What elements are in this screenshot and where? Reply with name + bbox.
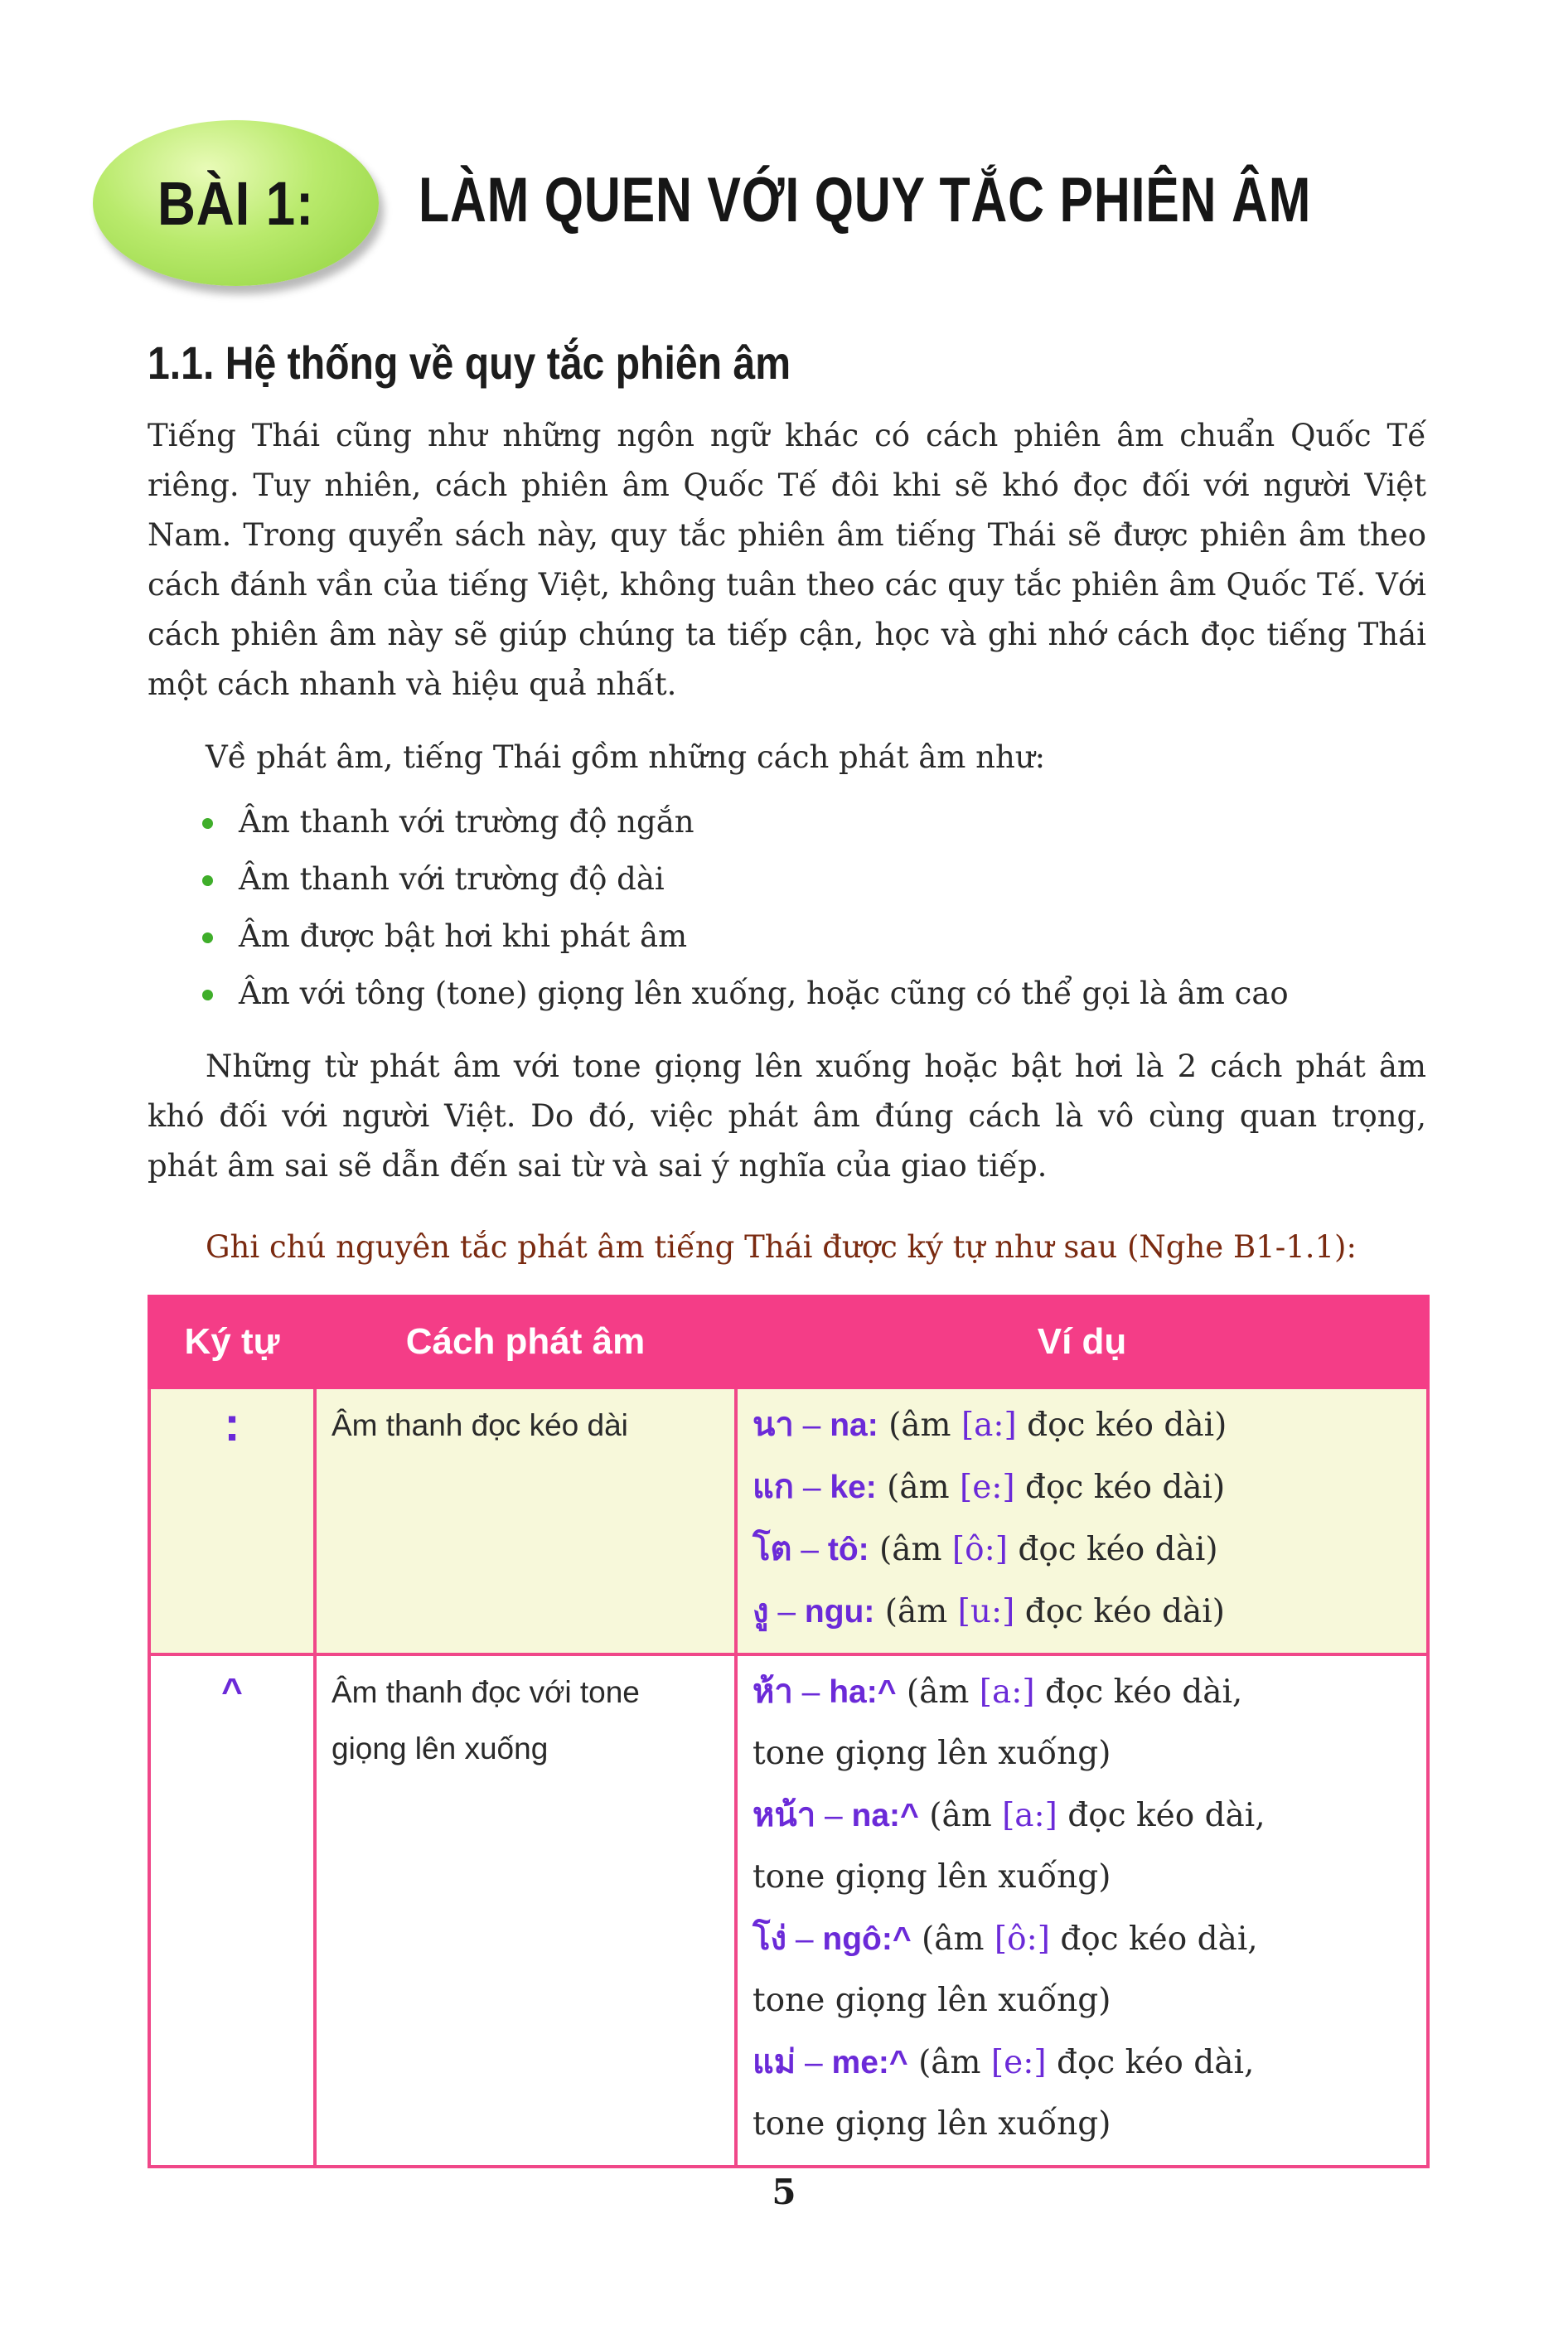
lesson-badge-label: BÀI 1: bbox=[157, 169, 315, 238]
example-text: (âm bbox=[869, 1531, 952, 1568]
example-text: (âm bbox=[896, 1673, 980, 1711]
example-line bbox=[753, 2032, 1411, 2094]
example-continuation: tone giọng lên xuống) bbox=[753, 2105, 1111, 2143]
description-line: Âm thanh đọc với tone bbox=[332, 1675, 640, 1709]
romanization: ngu: bbox=[804, 1594, 875, 1630]
list-item bbox=[239, 793, 1289, 850]
table-row bbox=[149, 1654, 1428, 2167]
thai-word: แก bbox=[753, 1468, 794, 1506]
example-line bbox=[753, 1661, 1411, 1723]
bullet-dot-icon bbox=[202, 875, 213, 886]
header-example: Ví dụ bbox=[736, 1296, 1428, 1388]
phonetic: [a:] bbox=[979, 1673, 1035, 1711]
header-symbol: Ký tự bbox=[149, 1296, 315, 1388]
phonetic: [a:] bbox=[1002, 1797, 1057, 1834]
romanization: ha:^ bbox=[829, 1674, 897, 1710]
romanization: na:^ bbox=[851, 1798, 919, 1833]
lesson-title: LÀM QUEN VỚI QUY TẮC PHIÊN ÂM bbox=[419, 165, 1312, 235]
example-continuation: tone giọng lên xuống) bbox=[753, 1982, 1111, 2019]
example-text: (âm bbox=[874, 1593, 958, 1630]
phonetic: [e:] bbox=[960, 1469, 1015, 1506]
example-line bbox=[753, 1518, 1411, 1581]
list-item-text: Âm thanh với trường độ ngắn bbox=[239, 804, 694, 840]
dash: – bbox=[791, 1532, 828, 1567]
intro-paragraph: Tiếng Thái cũng như những ngôn ngữ khác có cách phiên âm chuẩn Quốc Tế riêng. Tuy nhiên, cách phiên âm Quốc Tế đôi khi sẽ khó đọc đối với người Việt Nam. Trong quyển sách này, quy tắc phiên âm tiếng Thái sẽ được phiên âm theo cách đánh vần của tiếng Việt, không tuân theo các quy tắc phiên âm Quốc Tế. Với cách phiên âm này sẽ giúp chúng ta tiếp cận, học và ghi nhớ cách đọc tiếng Thái một cách nhanh và hiệu quả nhất. bbox=[148, 418, 1426, 702]
difficulty-paragraph: Những từ phát âm với tone giọng lên xuống hoặc bật hơi là 2 cách phát âm khó đối với người Việt. Do đó, việc phát âm đúng cách là vô cùng quan trọng, phát âm sai sẽ dẫn đến sai từ và sai ý nghĩa của giao tiếp. bbox=[148, 1049, 1426, 1184]
phonetic: [ô:] bbox=[951, 1531, 1008, 1568]
example-text: đọc kéo dài, bbox=[1034, 1673, 1243, 1711]
example-continuation: tone giọng lên xuống) bbox=[753, 1858, 1111, 1896]
table-row bbox=[149, 1388, 1428, 1654]
bullet-dot-icon bbox=[202, 990, 213, 1000]
phonetic: [ô:] bbox=[994, 1920, 1050, 1958]
example-line bbox=[753, 1456, 1411, 1518]
example-text: đọc kéo dài) bbox=[1014, 1469, 1226, 1506]
example-text: (âm bbox=[918, 1797, 1003, 1834]
description-cell: Âm thanh đọc kéo dài bbox=[315, 1388, 736, 1654]
example-text: đọc kéo dài, bbox=[1057, 1797, 1266, 1834]
lesson-badge bbox=[93, 120, 379, 286]
dash: – bbox=[793, 1407, 830, 1443]
table-note: Ghi chú nguyên tắc phát âm tiếng Thái được ký tự như sau (Nghe B1-1.1): bbox=[206, 1229, 1357, 1265]
example-text: đọc kéo dài) bbox=[1016, 1407, 1227, 1444]
phonetic: [u:] bbox=[957, 1593, 1015, 1630]
list-item bbox=[239, 965, 1289, 1022]
romanization: na: bbox=[830, 1407, 878, 1443]
table-header-row bbox=[149, 1296, 1428, 1388]
thai-word: หน้า bbox=[753, 1796, 816, 1834]
romanization: tô: bbox=[827, 1532, 869, 1567]
pronunciation-lead: Về phát âm, tiếng Thái gồm những cách phát âm như: bbox=[206, 739, 1046, 775]
thai-word: งู bbox=[753, 1592, 769, 1630]
bullet-dot-icon bbox=[202, 932, 213, 943]
example-text: đọc kéo dài) bbox=[1007, 1531, 1218, 1568]
thai-word: โง่ bbox=[753, 1920, 787, 1958]
section-heading: 1.1. Hệ thống về quy tắc phiên âm bbox=[148, 337, 791, 389]
dash: – bbox=[768, 1594, 805, 1630]
pronunciation-list bbox=[239, 793, 1289, 1022]
romanization: ngô:^ bbox=[822, 1921, 912, 1957]
examples-cell bbox=[736, 1388, 1428, 1654]
list-item bbox=[239, 908, 1289, 965]
example-text: (âm bbox=[907, 2044, 991, 2081]
dash: – bbox=[796, 2045, 832, 2080]
list-item-text: Âm được bật hơi khi phát âm bbox=[239, 918, 688, 954]
example-line bbox=[753, 1908, 1411, 1970]
header-pronunciation: Cách phát âm bbox=[315, 1296, 736, 1388]
thai-word: นา bbox=[753, 1406, 794, 1444]
example-line bbox=[753, 1581, 1411, 1643]
dash: – bbox=[794, 1470, 830, 1505]
dash: – bbox=[786, 1921, 823, 1957]
example-text: (âm bbox=[878, 1407, 961, 1444]
phonetic: [e:] bbox=[990, 2044, 1047, 2081]
thai-word: โต bbox=[753, 1530, 792, 1568]
list-item-text: Âm thanh với trường độ dài bbox=[239, 861, 665, 897]
page-number: 5 bbox=[772, 2172, 796, 2212]
example-text: đọc kéo dài, bbox=[1049, 1920, 1258, 1958]
symbol-cell: : bbox=[149, 1388, 315, 1654]
thai-word: แม่ bbox=[753, 2043, 796, 2081]
examples-cell bbox=[736, 1654, 1428, 2167]
romanization: me:^ bbox=[831, 2045, 908, 2080]
example-text: đọc kéo dài, bbox=[1046, 2044, 1255, 2081]
symbol-cell: ^ bbox=[149, 1654, 315, 2167]
thai-word: ห้า bbox=[753, 1673, 793, 1711]
example-text: đọc kéo dài) bbox=[1014, 1593, 1225, 1630]
pronunciation-rules-table bbox=[148, 1295, 1430, 2168]
dash: – bbox=[792, 1674, 830, 1710]
list-item-text: Âm với tông (tone) giọng lên xuống, hoặc cũng có thể gọi là âm cao bbox=[239, 976, 1289, 1011]
list-item bbox=[239, 850, 1289, 908]
dash: – bbox=[815, 1798, 852, 1833]
example-text: (âm bbox=[876, 1469, 960, 1506]
example-line bbox=[753, 1785, 1411, 1847]
example-line bbox=[753, 1394, 1411, 1456]
romanization: ke: bbox=[830, 1470, 877, 1505]
example-text: (âm bbox=[911, 1920, 995, 1958]
phonetic: [a:] bbox=[961, 1407, 1017, 1444]
bullet-dot-icon bbox=[202, 818, 213, 829]
description-line: giọng lên xuống bbox=[332, 1731, 549, 1765]
description-cell bbox=[315, 1654, 736, 2167]
example-continuation: tone giọng lên xuống) bbox=[753, 1735, 1111, 1772]
